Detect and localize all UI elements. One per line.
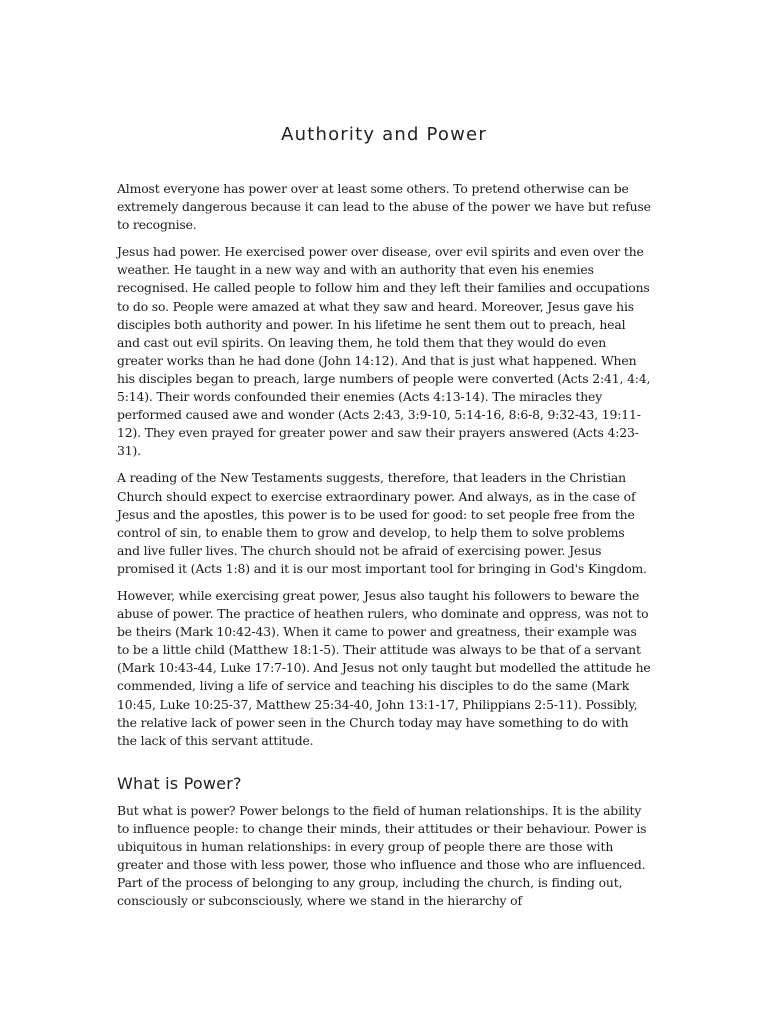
document-title: Authority and Power	[281, 124, 487, 145]
paragraph-intro: Almost everyone has power over at least some others. To pretend otherwise can be extremely dangerous because it can lead to the abuse of the power we have but refuse to recognise.	[117, 181, 651, 233]
paragraph-abuse-of-power: However, while exercising great power, Jesus also taught his followers to beware the abuse of power. The practice of heathen rulers, who dominate and oppress, was not to be theirs (Mark 10:42-43). When it came to power and greatness, their example was to be a little child (Matthew 18:1-5). Their attitude was always to be that of a servant (Mark 10:43-44, Luke 17:7-10). And Jesus not only taught but modelled the attitude he commended, living a life of service and teaching his disciples to do the same (Mark 10:45, Luke 10:25-37, Matthew 25:34-40, John 13:1-17, Philippians 2:5-11). Possibly, the relative lack of power seen in the Church today may have something to do with the lack of this servant attitude.	[117, 587, 651, 748]
document-body	[117, 180, 651, 919]
paragraph-jesus-power: Jesus had power. He exercised power over disease, over evil spirits and even over the weather. He taught in a new way and with an authority that even his enemies recognised. He called people to follow him and they left their families and occupations to do so. People were amazed at what they saw and heard. Moreover, Jesus gave his disciples both authority and power. In his lifetime he sent them out to preach, heal and cast out evil spirits. On leaving them, he told them that they would do even greater works than he had done (John 14:12). And that is just what happened. When his disciples began to preach, large numbers of people were converted (Acts 2:41, 4:4, 5:14). Their words confounded their enemies (Acts 4:13-14). The miracles they performed caused awe and wonder (Acts 2:43, 3:9-10, 5:14-16, 8:6-8, 9:32-43, 19:11-12). They even prayed for greater power and saw their prayers answered (Acts 4:23-31).	[117, 244, 651, 459]
section-heading-what-is-power: What is Power?	[117, 773, 242, 793]
paragraph-what-is-power: But what is power? Power belongs to the field of human relationships. It is the ability to influence people: to change their minds, their attitudes or their behaviour. Power is ubiquitous in human relationships: in every group of people there are those with greater and those with less power, those who influence and those who are influenced. Part of the process of belonging to any group, including the church, is finding out, consciously or subconsciously, where we stand in the hierarchy of	[117, 802, 647, 909]
paragraph-church-power: A reading of the New Testaments suggests, therefore, that leaders in the Christian Church should expect to exercise extraordinary power. And always, as in the case of Jesus and the apostles, this power is to be used for good: to set people free from the control of sin, to enable them to grow and develop, to help them to solve problems and live fuller lives. The church should not be afraid of exercising power. Jesus promised it (Acts 1:8) and it is our most important tool for bringing in God's Kingdom.	[117, 470, 647, 576]
